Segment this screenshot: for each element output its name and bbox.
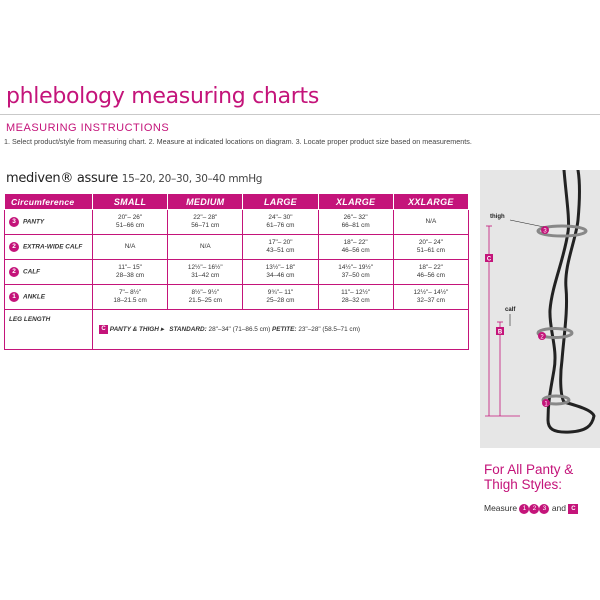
divider — [0, 114, 600, 115]
standard-label: STANDARD: — [169, 326, 207, 334]
instructions-heading: MEASURING INSTRUCTIONS — [6, 122, 170, 134]
cell-inches: N/A — [124, 243, 136, 250]
row-label-text: EXTRA-WIDE CALF — [23, 243, 83, 251]
cell-cm: 31–42 cm — [191, 272, 220, 279]
marker-b-label: B — [497, 329, 503, 336]
instructions-steps: 1. Select product/style from measuring chart. 2. Measure at indicated locations on diagram. 3. Locate proper product size based on measurements. — [4, 137, 472, 146]
row-badge: 3 — [9, 217, 19, 227]
petite-value: 23"–28" (58.5–71 cm) — [298, 326, 361, 334]
size-cell — [243, 285, 318, 310]
size-cell — [393, 285, 468, 310]
cell-cm: 32–37 cm — [416, 297, 445, 304]
point-1-label: 1 — [544, 401, 548, 408]
header-size-large: LARGE — [243, 194, 318, 210]
cell-inches: 22"– 28" — [193, 214, 218, 221]
cell-inches: 12½"– 16½" — [187, 264, 223, 271]
header-size-xlarge: XLARGE — [318, 194, 393, 210]
row-label-text: PANTY — [23, 218, 45, 226]
table-row — [5, 235, 469, 260]
note-line-2: Thigh Styles: — [484, 477, 563, 492]
cell-cm: 28–38 cm — [116, 272, 145, 279]
measure-badge-c: C — [568, 504, 578, 514]
size-cell — [168, 235, 243, 260]
point-3-label: 3 — [543, 228, 547, 235]
cell-cm: 25–28 cm — [266, 297, 295, 304]
row-label — [5, 210, 93, 235]
cell-inches: 8½"– 9½" — [191, 289, 220, 296]
size-cell — [393, 210, 468, 235]
row-label — [5, 260, 93, 285]
leg-length-values — [93, 310, 469, 350]
cell-cm: 37–50 cm — [341, 272, 370, 279]
table-row — [5, 285, 469, 310]
leg-measurement-diagram — [480, 170, 600, 448]
standard-value: 28"–34" (71–86.5 cm) — [208, 326, 271, 334]
header-size-medium: MEDIUM — [168, 194, 243, 210]
size-cell — [93, 260, 168, 285]
header-circumference: Circumference — [5, 194, 93, 210]
table-header-row — [5, 194, 469, 210]
size-cell — [93, 235, 168, 260]
size-cell — [168, 260, 243, 285]
size-cell — [318, 285, 393, 310]
cell-inches: 12½"– 14½" — [413, 289, 449, 296]
row-label-text: CALF — [23, 268, 41, 276]
table-row — [5, 210, 469, 235]
cell-cm: 28–32 cm — [341, 297, 370, 304]
size-cell — [318, 260, 393, 285]
cell-inches: 11"– 12½" — [341, 289, 371, 296]
product-ranges: 15–20, 20–30, 30–40 mmHg — [121, 173, 263, 185]
cell-inches: 9¾"– 11" — [267, 289, 294, 296]
cell-cm: 34–46 cm — [266, 272, 295, 279]
cell-inches: 18"– 22" — [343, 239, 368, 246]
note-line-1: For All Panty & — [484, 462, 574, 477]
size-cell — [318, 210, 393, 235]
point-2-label: 2 — [540, 334, 544, 341]
header-size-xxlarge: XXLARGE — [393, 194, 468, 210]
leg-length-style: PANTY & THIGH ▸ — [109, 326, 164, 334]
size-cell — [243, 260, 318, 285]
marker-c-label: C — [486, 256, 492, 263]
row-label — [5, 285, 93, 310]
measure-badge-2: 2 — [529, 504, 539, 514]
measure-badge-1: 1 — [519, 504, 529, 514]
row-badge: 2 — [9, 242, 19, 252]
size-cell — [393, 260, 468, 285]
panty-thigh-note — [484, 462, 573, 492]
measure-points-note — [484, 503, 578, 514]
row-badge: 1 — [9, 292, 19, 302]
size-cell — [243, 210, 318, 235]
cell-inches: 18"– 22" — [418, 264, 443, 271]
cell-cm: 46–56 cm — [341, 247, 370, 254]
calf-label: calf — [505, 307, 516, 313]
size-cell — [393, 235, 468, 260]
cell-inches: 13½"– 18" — [265, 264, 296, 271]
cell-inches: 7"– 8½" — [118, 289, 142, 296]
and-label: and — [551, 503, 567, 513]
page-title: phlebology measuring charts — [6, 84, 319, 109]
size-cell — [243, 235, 318, 260]
cell-cm: 43–51 cm — [266, 247, 295, 254]
cell-inches: 20"– 24" — [418, 239, 443, 246]
cell-cm: 56–71 cm — [191, 222, 220, 229]
cell-inches: 24"– 30" — [268, 214, 293, 221]
table-row-leg-length — [5, 310, 469, 350]
leg-length-badge: C — [99, 325, 108, 334]
cell-cm: 66–81 cm — [341, 222, 370, 229]
petite-label: PETITE: — [272, 326, 297, 334]
size-cell — [93, 210, 168, 235]
cell-inches: N/A — [199, 243, 211, 250]
row-label-text: ANKLE — [23, 293, 46, 301]
row-badge: 2 — [9, 267, 19, 277]
cell-cm: 18–21.5 cm — [113, 297, 147, 304]
cell-cm: 51–61 cm — [416, 247, 445, 254]
product-title — [6, 171, 262, 186]
size-cell — [93, 285, 168, 310]
header-size-small: SMALL — [93, 194, 168, 210]
measure-label: Measure — [484, 503, 518, 513]
thigh-label: thigh — [490, 214, 505, 220]
measure-badge-3: 3 — [539, 504, 549, 514]
cell-inches: 26"– 32" — [343, 214, 368, 221]
cell-inches: N/A — [425, 218, 437, 225]
cell-inches: 17"– 20" — [268, 239, 293, 246]
cell-inches: 20"– 26" — [118, 214, 143, 221]
size-cell — [168, 285, 243, 310]
row-label — [5, 235, 93, 260]
leg-length-label: LEG LENGTH — [5, 310, 93, 350]
cell-cm: 51–66 cm — [116, 222, 145, 229]
cell-cm: 21.5–25 cm — [188, 297, 222, 304]
product-name: mediven® assure — [6, 171, 118, 186]
size-cell — [318, 235, 393, 260]
table-row — [5, 260, 469, 285]
cell-inches: 11"– 15" — [118, 264, 142, 271]
cell-cm: 46–56 cm — [416, 272, 445, 279]
cell-cm: 61–76 cm — [266, 222, 295, 229]
cell-inches: 14½"– 19½" — [338, 264, 374, 271]
size-cell — [168, 210, 243, 235]
size-chart-table — [4, 193, 469, 350]
